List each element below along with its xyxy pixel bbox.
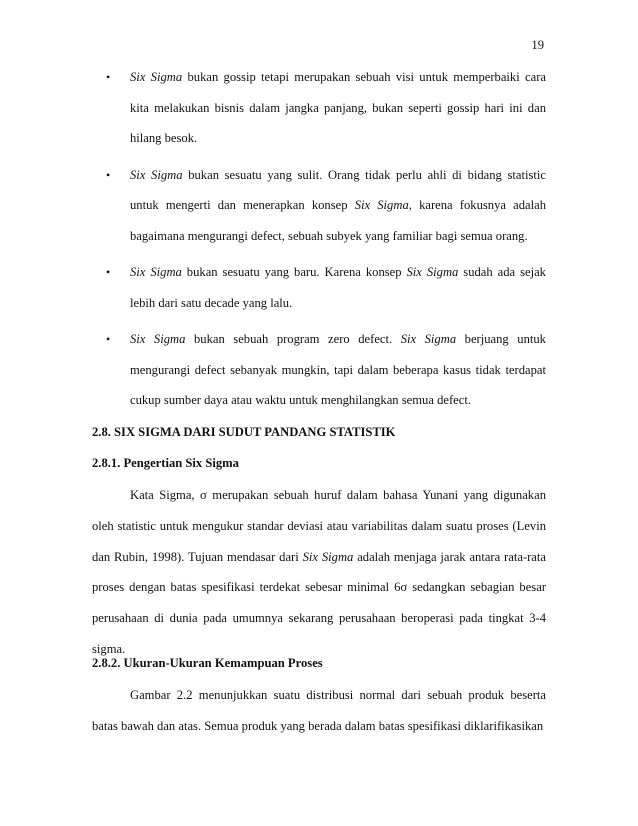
bullet-text: Six Sigma bukan sesuatu yang baru. Karena konsep Six Sigma sudah ada sejak lebih dari satu decade yang lalu. (130, 265, 546, 310)
subsection-heading: 2.8.1. Pengertian Six Sigma (92, 456, 239, 470)
section-heading: 2.8. SIX SIGMA DARI SUDUT PANDANG STATISTIK (92, 425, 396, 439)
body-paragraph: Kata Sigma, σ merupakan sebuah huruf dalam bahasa Yunani yang digunakan oleh statistic untuk mengukur standar deviasi atau variabilitas dalam suatu proses (Levin dan Rubin, 1998). Tujuan mendasar dari Six Sigma adalah menjaga jarak antara rata-rata proses dengan batas spesifikasi terdekat sebesar minimal 6σ sedangkan sebagian besar perusahaan di dunia pada umumnya sekarang perusahaan beroperasi pada tingkat 3-4 sigma. (92, 488, 546, 656)
bullet-icon: • (106, 70, 111, 84)
bullet-item (92, 324, 546, 416)
bullet-text: Six Sigma bukan sebuah program zero defect. Six Sigma berjuang untuk mengurangi defect sebanyak mungkin, tapi dalam beberapa kasus tidak terdapat cukup sumber daya atau waktu untuk menghilangkan semua defect. (130, 332, 546, 407)
bullet-text: Six Sigma bukan gossip tetapi merupakan sebuah visi untuk memperbaiki cara kita melakukan bisnis dalam jangka panjang, bukan seperti gossip hari ini dan hilang besok. (130, 70, 546, 145)
bullet-list (92, 62, 546, 422)
body-paragraph: Gambar 2.2 menunjukkan suatu distribusi normal dari sebuah produk beserta batas bawah dan atas. Semua produk yang berada dalam batas spesifikasi diklarifikasikan (92, 688, 546, 733)
bullet-icon: • (106, 332, 111, 346)
subsection-heading: 2.8.2. Ukuran-Ukuran Kemampuan Proses (92, 656, 323, 670)
bullet-item (92, 62, 546, 154)
bullet-icon: • (106, 167, 111, 182)
bullet-text: Six Sigma bukan sesuatu yang sulit. Orang tidak perlu ahli di bidang statistic untuk mengerti dan menerapkan konsep Six Sigma, karena fokusnya adalah bagaimana mengurangi defect, sebuah subyek yang familiar bagi semua orang. (130, 167, 546, 243)
bullet-icon: • (106, 265, 111, 279)
bullet-item (92, 257, 546, 318)
page-number: 19 (531, 38, 544, 52)
bullet-item (92, 160, 546, 252)
